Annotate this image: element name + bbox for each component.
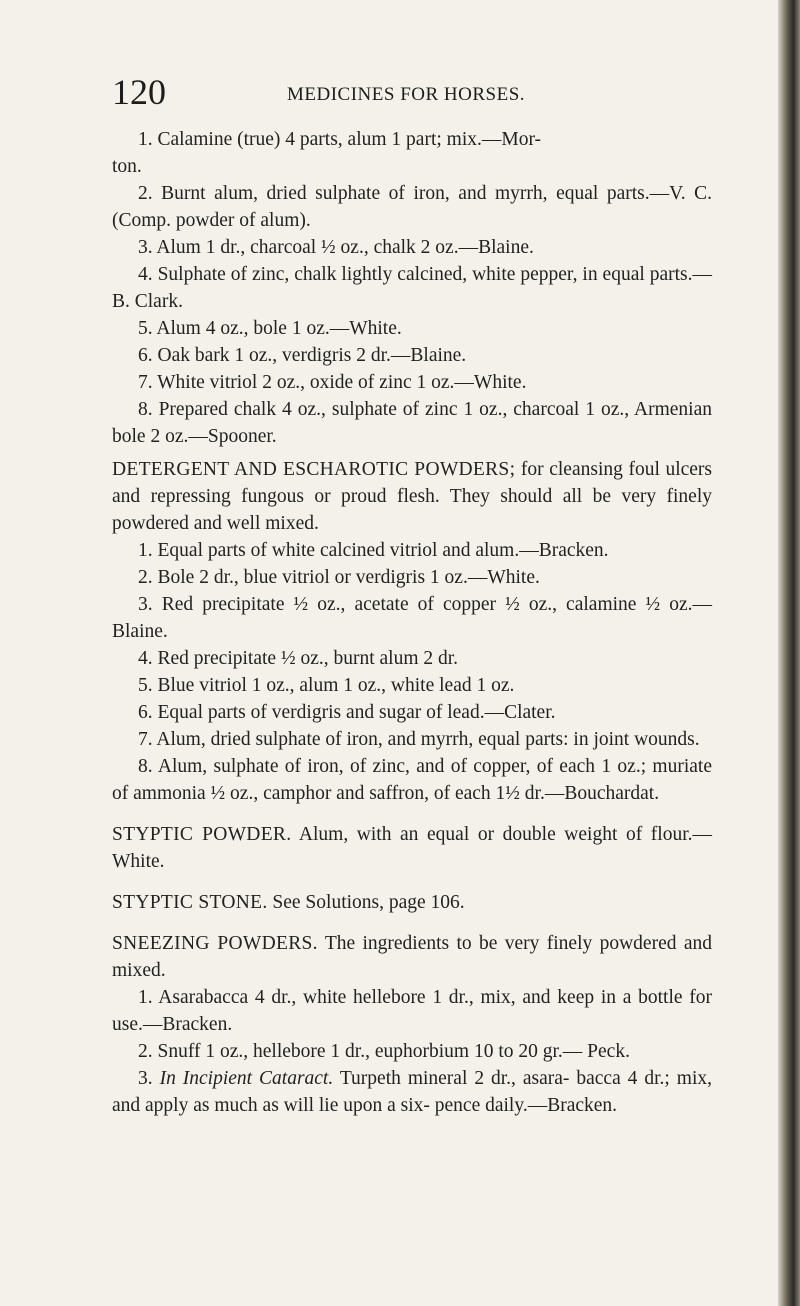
recipe-condition: In Incipient Cataract. <box>159 1068 334 1089</box>
entry-description: Alum, with an equal or double weight of flour.—White. <box>112 824 712 872</box>
entry-title: DETERGENT AND ESCHAROTIC POWDERS; <box>112 459 516 480</box>
recipe-line-8: 8. Prepared chalk 4 oz., sulphate of zinc 1 oz., charcoal 1 oz., Armenian bole 2 oz.—Spooner. <box>112 399 712 447</box>
entry-title: STYPTIC STONE. <box>112 892 268 913</box>
recipe-line-4: 4. Sulphate of zinc, chalk lightly calcined, white pepper, in equal parts.—B. Clark. <box>112 264 712 312</box>
page-body <box>112 126 712 1119</box>
recipe-line-19 <box>112 1065 712 1119</box>
entry-description: for cleansing foul ulcers and repressing fungous or proud flesh. They should all be very finely powdered and well mixed. <box>112 459 713 534</box>
recipe-line-12: 4. Red precipitate ½ oz., burnt alum 2 dr. <box>138 648 459 669</box>
recipe-text: Turpeth mineral 2 dr., asara- bacca 4 dr.; mix, and apply as much as will lie upon a six- pence daily.—Bracken. <box>112 1068 712 1116</box>
entry-title: SNEEZING POWDERS. <box>112 933 318 954</box>
recipe-line-5: 5. Alum 4 oz., bole 1 oz.—White. <box>138 318 402 339</box>
entry-styptic-powder <box>112 821 712 875</box>
running-head: MEDICINES FOR HORSES. <box>287 84 526 105</box>
recipe-line-1-cont: ton. <box>112 156 142 177</box>
recipe-line-13: 5. Blue vitriol 1 oz., alum 1 oz., white lead 1 oz. <box>138 675 515 696</box>
recipe-line-6: 6. Oak bark 1 oz., verdigris 2 dr.—Blaine. <box>138 345 467 366</box>
page-edge-shadow <box>778 0 800 1306</box>
entry-styptic-stone <box>112 889 712 916</box>
recipe-line-2: 2. Burnt alum, dried sulphate of iron, and myrrh, equal parts.—V. C. (Comp. powder of alum). <box>112 183 712 231</box>
recipe-line-16: 8. Alum, sulphate of iron, of zinc, and of copper, of each 1 oz.; muriate of ammonia ½ oz., camphor and saffron, of each 1½ dr.—Bouchardat. <box>112 756 712 804</box>
recipe-line-17: 1. Asarabacca 4 dr., white hellebore 1 dr., mix, and keep in a bottle for use.—Bracken. <box>112 987 712 1035</box>
recipe-number: 3. <box>138 1068 153 1089</box>
entry-description: The ingredients to be very finely powdered and mixed. <box>112 933 712 981</box>
recipe-line-11: 3. Red precipitate ½ oz., acetate of copper ½ oz., calamine ½ oz.—Blaine. <box>112 594 712 642</box>
recipe-line-1: 1. Calamine (true) 4 parts, alum 1 part; mix.—Mor- <box>138 129 542 150</box>
page-number: 120 <box>112 72 166 112</box>
entry-title: STYPTIC POWDER. <box>112 824 292 845</box>
recipe-line-9: 1. Equal parts of white calcined vitriol and alum.—Bracken. <box>138 540 609 561</box>
entry-detergent-powders <box>112 456 712 537</box>
recipe-line-3: 3. Alum 1 dr., charcoal ½ oz., chalk 2 oz.—Blaine. <box>138 237 534 258</box>
recipe-line-14: 6. Equal parts of verdigris and sugar of lead.—Clater. <box>138 702 556 723</box>
page-header <box>112 72 712 112</box>
recipe-line-10: 2. Bole 2 dr., blue vitriol or verdigris 1 oz.—White. <box>138 567 540 588</box>
recipe-line-18: 2. Snuff 1 oz., hellebore 1 dr., euphorbium 10 to 20 gr.— Peck. <box>138 1041 630 1062</box>
entry-sneezing-powders <box>112 930 712 984</box>
entry-description: See Solutions, page 106. <box>272 892 465 913</box>
recipe-line-7: 7. White vitriol 2 oz., oxide of zinc 1 oz.—White. <box>138 372 527 393</box>
recipe-line-15: 7. Alum, dried sulphate of iron, and myrrh, equal parts: in joint wounds. <box>138 729 700 750</box>
